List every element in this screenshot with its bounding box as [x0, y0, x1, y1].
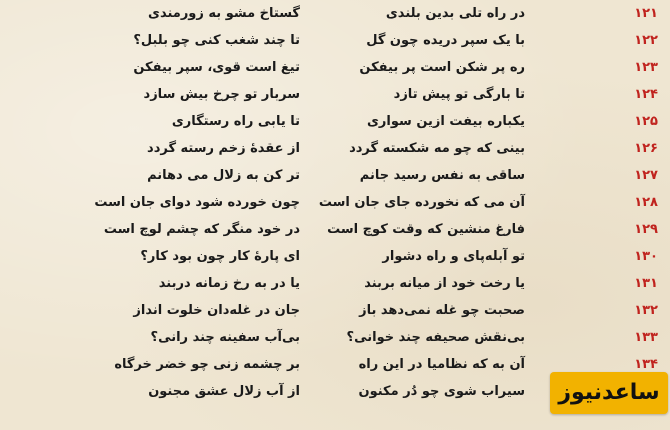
verse-first-hemistich: صحبت چو غله نمی‌دهد باز [359, 303, 525, 318]
verse-number: ۱۳۴ [634, 357, 658, 372]
verse-number: ۱۲۸ [634, 195, 658, 210]
verse-number: ۱۲۹ [634, 222, 658, 237]
verse-first-hemistich: در راه تلی بدین بلندی [385, 6, 525, 21]
verse-row [0, 55, 670, 81]
verse-number: ۱۲۴ [634, 87, 658, 102]
verse-first-hemistich: ره پر شکن است پر بیفکن [359, 60, 525, 75]
verse-second-hemistich: گستاخ مشو به زورمندی [148, 6, 300, 21]
verse-first-hemistich: یا رخت خود از میانه بربند [364, 276, 525, 291]
verse-first-hemistich: ساقی به نفس رسید جانم [359, 168, 525, 183]
verse-row [0, 163, 670, 189]
site-logo-text: ساعدنیوز [558, 380, 660, 405]
verse-row [0, 244, 670, 270]
verse-second-hemistich: در خود منگر که چشم لوچ است [103, 222, 300, 237]
verse-number: ۱۲۱ [634, 6, 658, 21]
verse-first-hemistich: یکباره بیفت ازین سواری [367, 114, 525, 129]
verse-first-hemistich: آن می که نخورده جای جان است [318, 195, 525, 210]
verse-second-hemistich: بی‌آب سفینه چند رانی؟ [150, 330, 300, 345]
verse-number: ۱۲۶ [634, 141, 658, 156]
verse-row [0, 190, 670, 216]
verse-row [0, 217, 670, 243]
verse-row [0, 109, 670, 135]
verse-second-hemistich: یا در به رخ زمانه دربند [158, 276, 300, 291]
verse-row [0, 136, 670, 162]
verse-first-hemistich: بی‌نقش صحیفه چند خوانی؟ [346, 330, 525, 345]
verse-first-hemistich: فارغ منشین که وقت کوچ است [327, 222, 525, 237]
verse-row [0, 1, 670, 27]
verse-number: ۱۳۰ [634, 249, 658, 264]
verse-second-hemistich: تا یابی راه رستگاری [171, 114, 300, 129]
verse-first-hemistich: آن به که نظامیا در این راه [358, 357, 525, 372]
verse-second-hemistich: سربار تو چرخ بیش سازد [143, 87, 300, 102]
verse-row [0, 298, 670, 324]
verse-second-hemistich: از آب زلال عشق مجنون [148, 384, 300, 399]
verse-row [0, 28, 670, 54]
verse-second-hemistich: چون خورده شود دوای جان است [94, 195, 300, 210]
verse-row [0, 82, 670, 108]
verse-second-hemistich: تر کن به زلال می دهانم [147, 168, 300, 183]
site-logo [550, 372, 668, 414]
verse-second-hemistich: ای پارهٔ کار چون بود کار؟ [140, 249, 300, 264]
verse-number: ۱۲۳ [634, 60, 658, 75]
verse-first-hemistich: تا بارگی تو پیش تازد [393, 87, 525, 102]
verse-second-hemistich: بر چشمه زنی چو خضر خرگاه [114, 357, 300, 372]
verse-first-hemistich: تو آبله‌پای و راه دشوار [382, 249, 525, 264]
verse-number: ۱۳۲ [634, 303, 658, 318]
verse-second-hemistich: تا چند شغب کنی چو بلبل؟ [133, 33, 300, 48]
verse-number: ۱۳۳ [634, 330, 658, 345]
verse-number: ۱۲۵ [634, 114, 658, 129]
verse-first-hemistich: سیراب شوی چو دُر مکنون [358, 384, 525, 399]
verse-second-hemistich: جان در غله‌دان خلوت انداز [133, 303, 300, 318]
verse-row [0, 271, 670, 297]
verse-second-hemistich: از عقدهٔ زخم رسته گردد [147, 141, 300, 156]
verse-number: ۱۳۱ [634, 276, 658, 291]
verse-number: ۱۲۲ [634, 33, 658, 48]
verse-row [0, 325, 670, 351]
verse-second-hemistich: تیغ است قوی، سپر بیفکن [133, 60, 300, 75]
verse-number: ۱۲۷ [634, 168, 658, 183]
verse-first-hemistich: با یک سپر دریده چون گل [366, 33, 525, 48]
verse-first-hemistich: بینی که چو مه شکسته گردد [349, 141, 525, 156]
